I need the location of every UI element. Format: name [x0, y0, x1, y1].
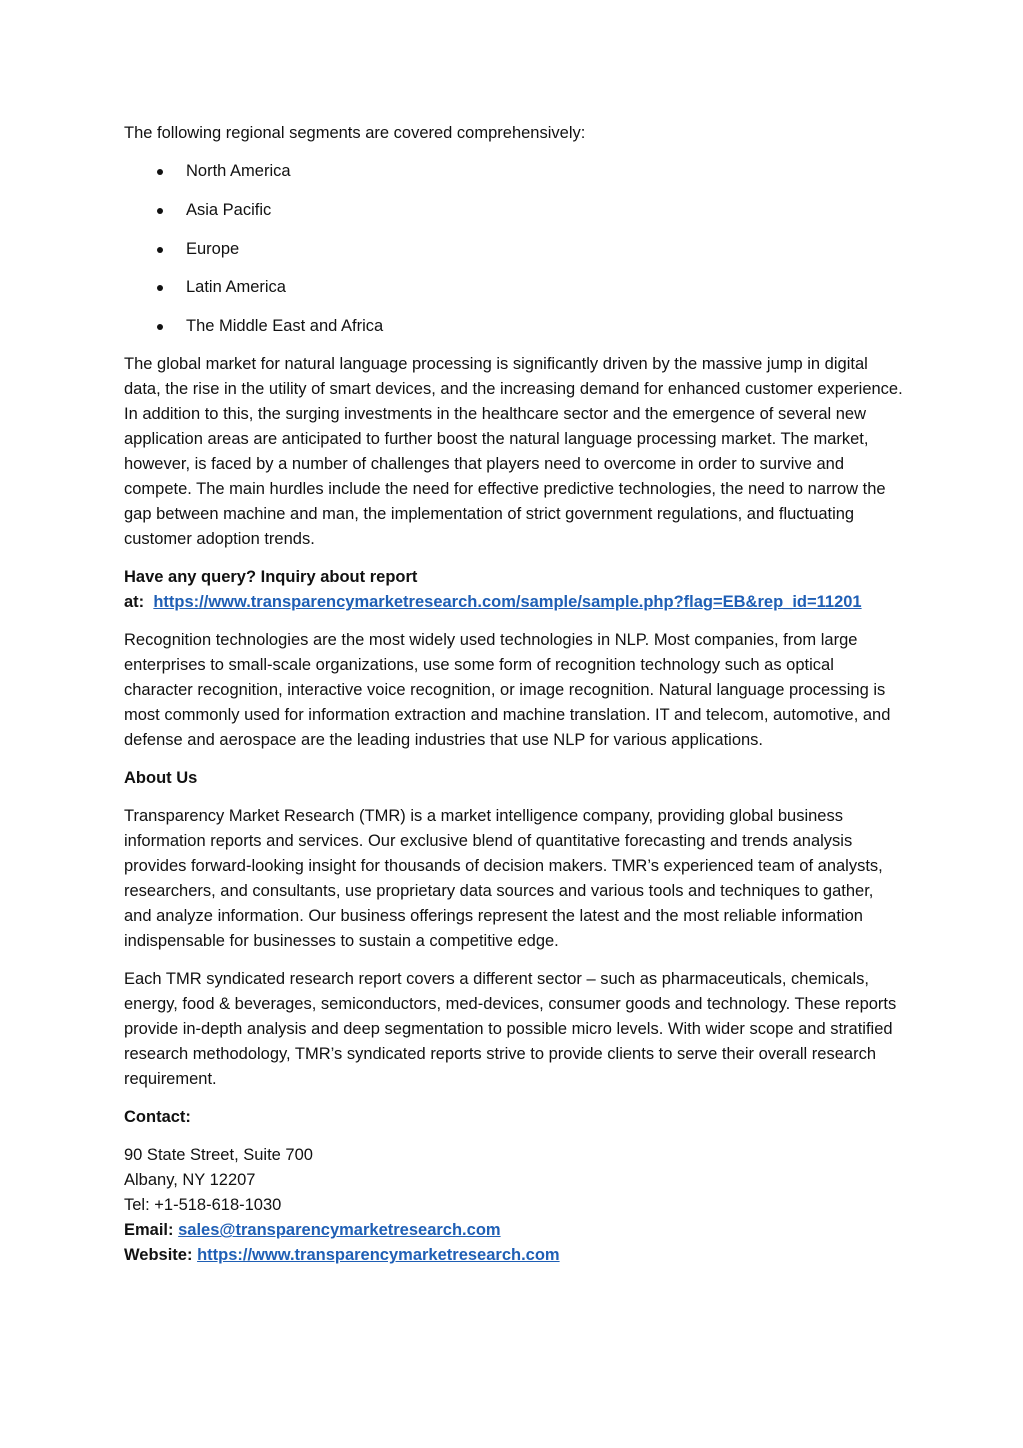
bullet-icon: [157, 169, 163, 175]
list-item: [124, 314, 904, 339]
region-label: Latin America: [186, 278, 286, 297]
bullet-icon: [157, 324, 163, 330]
inquiry-block: [124, 565, 904, 615]
list-item: [124, 237, 904, 262]
list-item: [124, 198, 904, 223]
about-paragraph-2: Each TMR syndicated research report covers a different sector – such as pharmaceuticals, chemicals, energy, food & beverages, semiconductors, med-devices, consumer goods and technology. These reports provide in-depth analysis and deep segmentation to possible micro levels. With wider scope and stratified research methodology, TMR’s syndicated reports strive to provide clients to serve their overall research requirement.: [124, 970, 897, 1089]
market-paragraph: The global market for natural language processing is significantly driven by the massive jump in digital data, the rise in the utility of smart devices, and the increasing demand for enhanced customer experience. In addition to this, the surging investments in the healthcare sector and the emergence of several new application areas are anticipated to further boost the natural language processing market. The market, however, is faced by a number of challenges that players need to overcome in order to survive and compete. The main hurdles include the need for effective predictive technologies, the need to narrow the gap between machine and man, the implementation of strict government regulations, and fluctuating customer adoption trends.: [124, 355, 903, 549]
address-line-1: 90 State Street, Suite 700: [124, 1146, 313, 1165]
inquiry-at-label: at:: [124, 593, 145, 612]
region-label: Asia Pacific: [186, 200, 272, 219]
document-page: [124, 121, 904, 1268]
regions-intro: The following regional segments are covered comprehensively:: [124, 124, 586, 142]
bullet-icon: [157, 285, 163, 291]
website-link[interactable]: https://www.transparencymarketresearch.com: [197, 1246, 560, 1265]
inquiry-link[interactable]: https://www.transparencymarketresearch.com/sample/sample.php?flag=EB&rep_id=11201: [153, 593, 862, 612]
website-row: [124, 1243, 904, 1268]
list-item: [124, 159, 904, 184]
telephone: Tel: +1-518-618-1030: [124, 1196, 282, 1215]
list-item: [124, 275, 904, 300]
region-label: North America: [186, 162, 291, 180]
contact-block: [124, 1143, 904, 1268]
about-heading: About Us: [124, 769, 198, 788]
bullet-icon: [157, 247, 163, 253]
address-line-2: Albany, NY 12207: [124, 1171, 256, 1190]
email-label: Email:: [124, 1221, 174, 1240]
contact-heading: Contact:: [124, 1108, 191, 1127]
email-link[interactable]: sales@transparencymarketresearch.com: [178, 1221, 501, 1240]
regions-list: [124, 159, 904, 339]
about-paragraph-1: Transparency Market Research (TMR) is a market intelligence company, providing global business information reports and services. Our exclusive blend of quantitative forecasting and trends analysis provides forward-looking insight for thousands of decision makers. TMR’s experienced team of analysts, researchers, and consultants, use proprietary data sources and various tools and techniques to gather, and analyze information. Our business offerings represent the latest and the most reliable information indispensable for businesses to sustain a competitive edge.: [124, 807, 883, 951]
region-label: Europe: [186, 239, 240, 258]
region-label: The Middle East and Africa: [186, 317, 384, 336]
bullet-icon: [157, 208, 163, 214]
website-label: Website:: [124, 1246, 193, 1265]
email-row: [124, 1218, 904, 1243]
recognition-paragraph: Recognition technologies are the most widely used technologies in NLP. Most companies, from large enterprises to small-scale organizations, use some form of recognition technology such as optical character recognition, interactive voice recognition, or image recognition. Natural language processing is most commonly used for information extraction and machine translation. IT and telecom, automotive, and defense and aerospace are the leading industries that use NLP for various applications.: [124, 631, 891, 750]
inquiry-label: Have any query? Inquiry about report: [124, 568, 418, 587]
